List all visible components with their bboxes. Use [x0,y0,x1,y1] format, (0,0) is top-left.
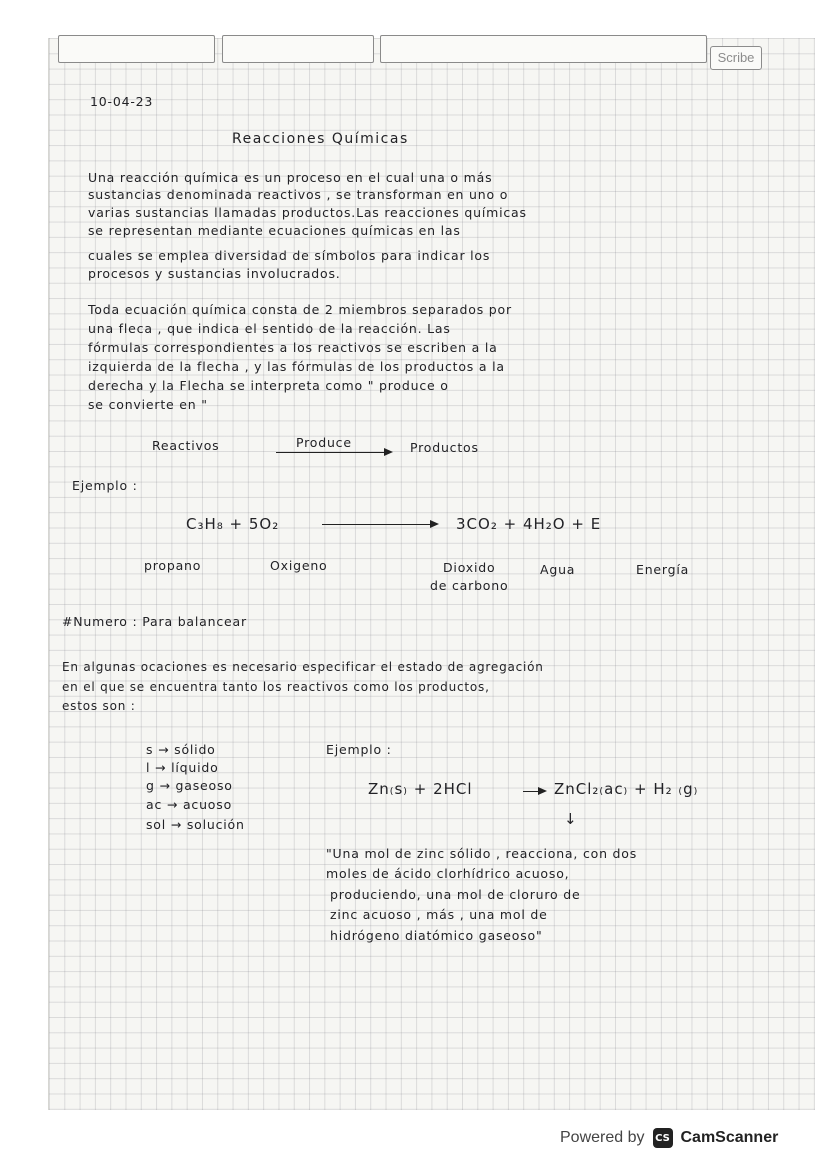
date: 10-04-23 [90,94,154,109]
quote-line: zinc acuoso , más , una mol de [330,907,548,922]
camscanner-brand: CamScanner [680,1129,779,1146]
quote-line: hidrógeno diatómico gaseoso" [330,928,543,943]
numero-line: #Numero : Para balancear [62,614,247,629]
equation1-products: 3CO₂ + 4H₂O + E [456,515,602,533]
label-agua: Agua [540,562,576,577]
paragraph-line: En algunas ocaciones es necesario especificar el estado de agregación [62,660,544,674]
paragraph-line: se convierte en " [88,397,208,412]
paragraph-line: en el que se encuentra tanto los reactivos como los productos, [62,680,490,694]
scheme-produce: Produce [296,435,352,450]
quote-line: produciendo, una mol de cloruro de [330,887,581,902]
paragraph-line: Toda ecuación química consta de 2 miembros separados por [88,302,512,317]
label-dioxido: Dioxido [443,560,496,575]
paragraph-line: izquierda de la flecha , y las fórmulas de los productos a la [88,359,505,374]
paragraph-line: varias sustancias llamadas productos.Las reacciones químicas [88,205,527,220]
paragraph-line: una fleca , que indica el sentido de la reacción. Las [88,321,451,336]
header-field-2 [222,35,374,63]
paragraph-line: derecha y la Flecha se interpreta como " produce o [88,378,449,393]
paragraph-line: procesos y sustancias involucrados. [88,266,341,281]
equation2-products: ZnCl₂₍ac₎ + H₂ ₍g₎ [554,780,699,798]
scribe-logo: Scribe [710,46,762,70]
paragraph-line: se representan mediante ecuaciones químicas en las [88,223,461,238]
quote-line: "Una mol de zinc sólido , reacciona, con dos [326,846,638,861]
equation1-reactants: C₃H₈ + 5O₂ [186,515,280,533]
paragraph-line: fórmulas correspondientes a los reactivos se escriben a la [88,340,498,355]
paragraph-line: sustancias denominada reactivos , se transforman en uno o [88,187,509,202]
equation1-arrow-head [430,520,439,528]
state-item: ac → acuoso [146,797,233,812]
equation2-arrow-head [538,787,547,795]
scheme-productos: Productos [410,440,479,455]
equation1-arrow [322,524,434,525]
example-label: Ejemplo : [72,478,138,493]
scheme-arrow [276,452,386,453]
state-item: s → sólido [146,742,216,757]
header-field-1 [58,35,215,63]
camscanner-logo-icon: CS [653,1128,673,1148]
down-arrow-icon: ↓ [564,810,578,828]
powered-by-text: Powered by [560,1129,645,1146]
label-dioxido-2: de carbono [430,578,509,593]
paragraph-line: cuales se emplea diversidad de símbolos para indicar los [88,248,491,263]
quote-line: moles de ácido clorhídrico acuoso, [326,866,570,881]
equation2-reactants: Zn₍s₎ + 2HCl [368,780,473,798]
label-oxigeno: Oxigeno [270,558,328,573]
state-item: l → líquido [146,760,219,775]
scheme-reactivos: Reactivos [152,438,220,453]
state-item: g → gaseoso [146,778,233,793]
header-field-3 [380,35,707,63]
label-propano: propano [144,558,202,573]
page-title: Reacciones Químicas [232,131,409,147]
camscanner-footer [560,1128,778,1148]
label-energia: Energía [636,562,690,577]
paragraph-line: Una reacción química es un proceso en el cual una o más [88,170,493,185]
scheme-arrow-head [384,448,393,456]
state-item: sol → solución [146,817,245,832]
example2-label: Ejemplo : [326,742,392,757]
paragraph-line: estos son : [62,699,136,713]
